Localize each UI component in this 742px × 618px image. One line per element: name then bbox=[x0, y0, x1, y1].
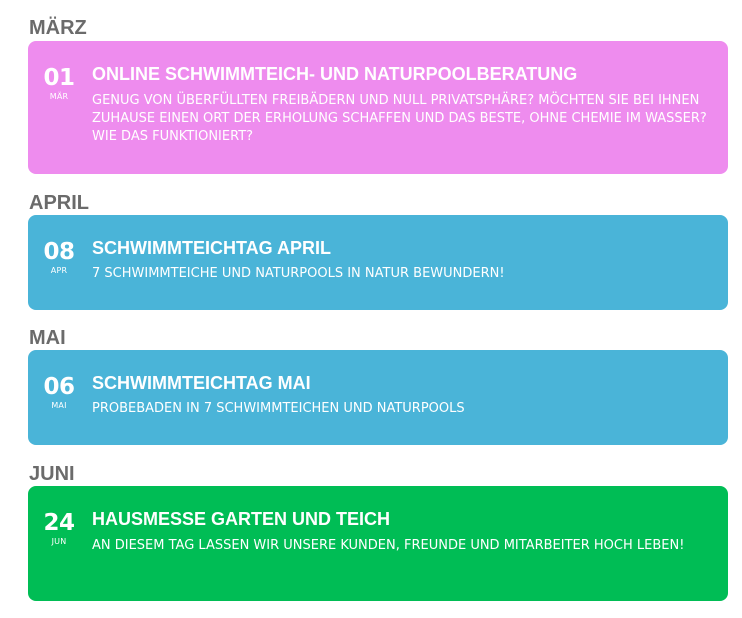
month-heading-april: APRIL bbox=[29, 192, 89, 214]
event-description: AN DIESEM TAG LASSEN WIR UNSERE KUNDEN, FREUNDE UND MITARBEITER HOCH LEBEN! bbox=[92, 538, 685, 553]
event-date-month: JUN bbox=[51, 537, 67, 546]
event-date bbox=[28, 239, 90, 276]
event-description: GENUG VON ÜBERFÜLLTEN FREIBÄDERN UND NULL PRIVATSPHÄRE? MÖCHTEN SIE BEI IHNEN ZUHAUSE EINEN ORT DER ERHOLUNG SCHAFFEN UND DAS BESTE, OHNE CHEMIE IM WASSER? WIE DAS FUNKTIONIERT? bbox=[92, 93, 707, 144]
event-title[interactable]: HAUSMESSE GARTEN UND TEICH bbox=[92, 509, 391, 529]
event-card-april[interactable] bbox=[28, 215, 728, 310]
event-description: 7 SCHWIMMTEICHE UND NATURPOOLS IN NATUR BEWUNDERN! bbox=[92, 266, 505, 281]
event-description: PROBEBADEN IN 7 SCHWIMMTEICHEN UND NATURPOOLS bbox=[92, 401, 465, 416]
event-title[interactable]: SCHWIMMTEICHTAG APRIL bbox=[92, 238, 331, 258]
event-title[interactable]: SCHWIMMTEICHTAG MAI bbox=[92, 373, 311, 393]
event-date-month: APR bbox=[50, 266, 68, 275]
month-heading-mai: MAI bbox=[29, 327, 66, 349]
event-date-month: MÄR bbox=[49, 92, 69, 101]
event-date-day: 01 bbox=[43, 65, 75, 91]
month-heading-maerz: MÄRZ bbox=[29, 17, 87, 39]
month-heading-juni: JUNI bbox=[29, 463, 75, 485]
event-card-mai[interactable] bbox=[28, 350, 728, 445]
event-card-juni[interactable] bbox=[28, 486, 728, 601]
event-date-day: 24 bbox=[43, 510, 75, 536]
event-date bbox=[28, 374, 90, 411]
event-card-maerz[interactable] bbox=[28, 41, 728, 174]
event-title[interactable]: ONLINE SCHWIMMTEICH- UND NATURPOOLBERATUNG bbox=[92, 64, 578, 84]
event-date-month: MAI bbox=[51, 401, 67, 410]
event-date bbox=[28, 65, 90, 102]
event-date bbox=[28, 510, 90, 547]
event-date-day: 06 bbox=[43, 374, 75, 400]
event-date-day: 08 bbox=[43, 239, 75, 265]
